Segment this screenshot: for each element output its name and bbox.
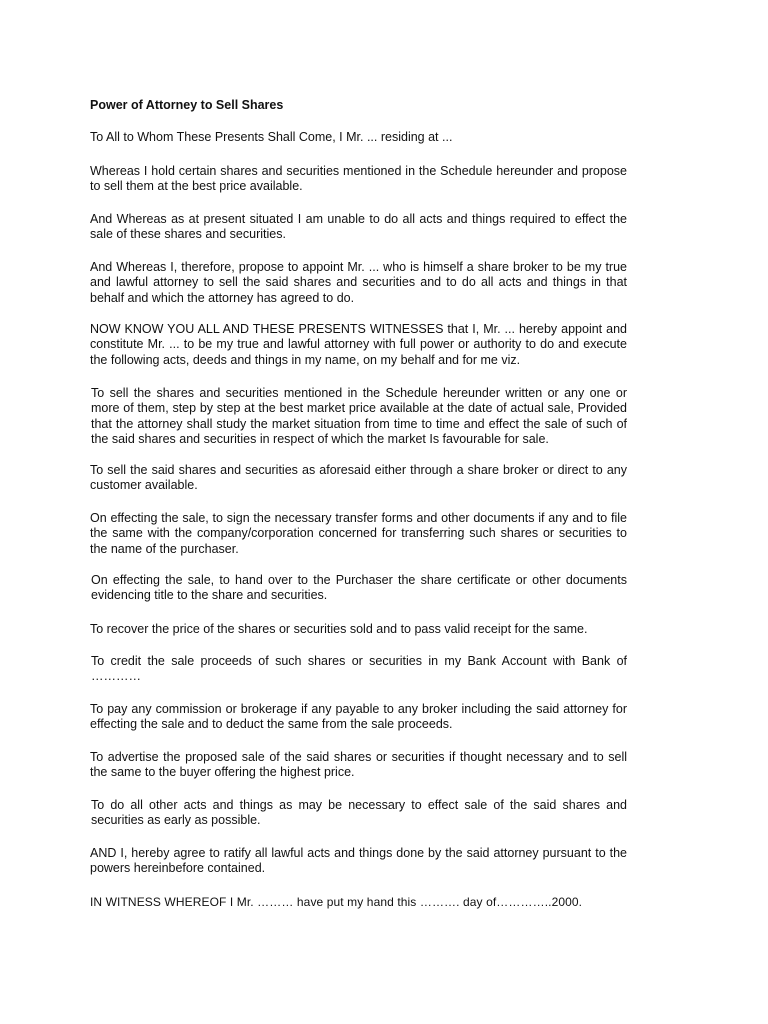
paragraph-commission: To pay any commission or brokerage if any payable to any broker including the said attorney for effecting the sale and to deduct the same from the sale proceeds. [90, 702, 627, 732]
paragraph-salutation: To All to Whom These Presents Shall Come, I Mr. ... residing at ... [90, 130, 453, 144]
paragraph-whereas-appoint: And Whereas I, therefore, propose to appoint Mr. ... who is himself a share broker to be my true and lawful attorney to sell the said shares and securities and to do all acts and things in that behalf and which the attorney has agreed to do. [90, 260, 627, 305]
paragraph-recover-price: To recover the price of the shares or securities sold and to pass valid receipt for the same. [90, 622, 588, 636]
paragraph-sell-schedule: To sell the shares and securities mentioned in the Schedule hereunder written or any one or more of them, step by step at the best market price available at the date of actual sale, Provided that the attorney shall study the market situation from time to time and effect the sale of such of the said shares and securities in respect of which the market Is favourable for sale. [91, 386, 627, 446]
witness-line: IN WITNESS WHEREOF I Mr. ……… have put my hand this ………. day of…………..2000. [90, 895, 583, 909]
paragraph-advertise: To advertise the proposed sale of the said shares or securities if thought necessary and to sell the same to the buyer offering the highest price. [90, 750, 627, 780]
paragraph-ratify: AND I, hereby agree to ratify all lawful acts and things done by the said attorney pursuant to the powers hereinbefore contained. [90, 846, 627, 876]
paragraph-hand-over: On effecting the sale, to hand over to the Purchaser the share certificate or other documents evidencing title to the share and securities. [91, 573, 627, 603]
paragraph-sell-broker: To sell the said shares and securities as aforesaid either through a share broker or direct to any customer available. [90, 463, 627, 493]
paragraph-transfer-forms: On effecting the sale, to sign the necessary transfer forms and other documents if any and to file the same with the company/corporation concerned for transferring such shares or securities to the name of the purchaser. [90, 511, 627, 556]
document-title: Power of Attorney to Sell Shares [90, 98, 284, 112]
paragraph-other-acts: To do all other acts and things as may be necessary to effect sale of the said shares and securities as early as possible. [91, 798, 627, 828]
paragraph-now-know: NOW KNOW YOU ALL AND THESE PRESENTS WITNESSES that I, Mr. ... hereby appoint and constitute Mr. ... to be my true and lawful attorney with full power or authority to do and execute the following acts, deeds and things in my name, on my behalf and for me viz. [90, 322, 627, 367]
paragraph-whereas-unable: And Whereas as at present situated I am unable to do all acts and things required to effect the sale of these shares and securities. [90, 212, 627, 242]
paragraph-whereas-hold: Whereas I hold certain shares and securities mentioned in the Schedule hereunder and propose to sell them at the best price available. [90, 164, 627, 194]
paragraph-credit-proceeds: To credit the sale proceeds of such shares or securities in my Bank Account with Bank of ………… [91, 654, 627, 684]
